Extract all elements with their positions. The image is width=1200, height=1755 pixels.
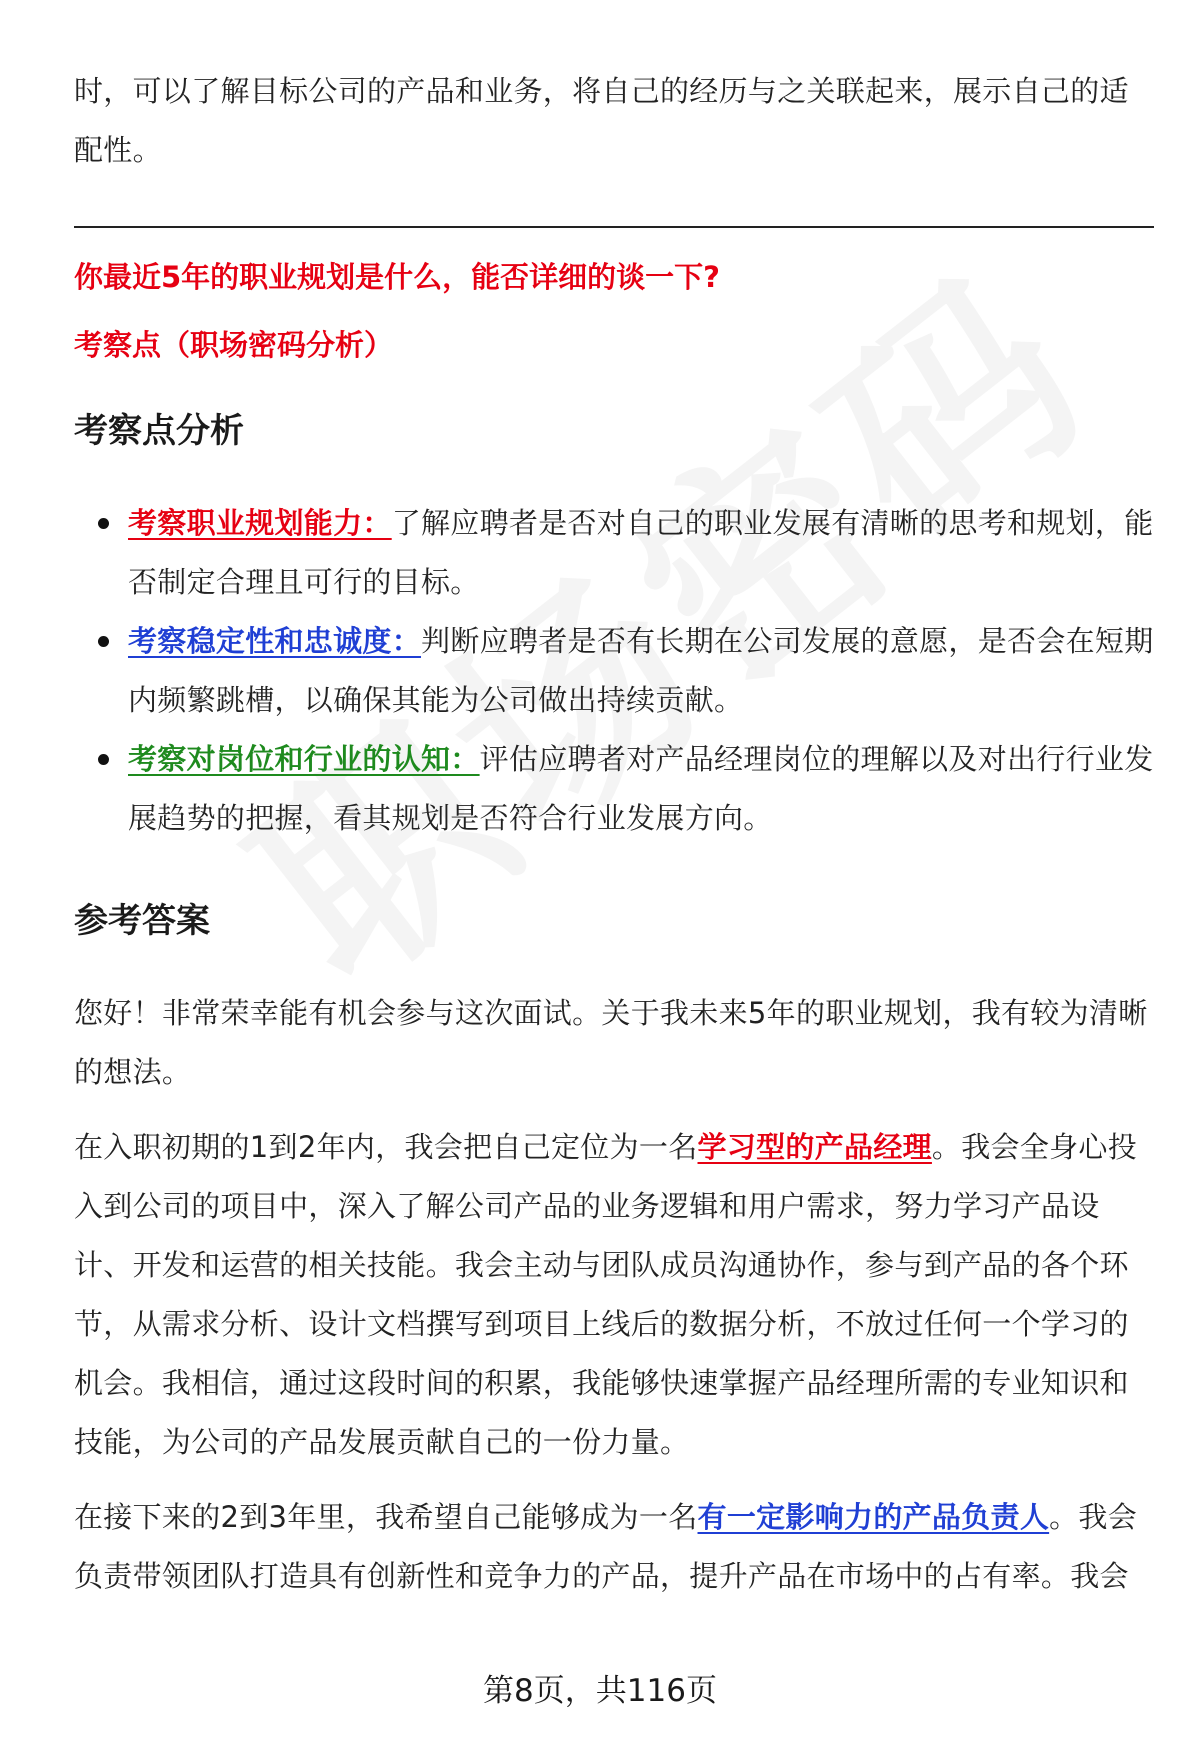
answer-paragraph-1: 您好！非常荣幸能有机会参与这次面试。关于我未来5年的职业规划，我有较为清晰的想法。 — [74, 996, 1148, 1089]
answer-heading: 参考答案 — [74, 901, 210, 941]
analysis-list — [74, 494, 1154, 848]
analysis-heading: 考察点分析 — [74, 411, 244, 451]
paragraph-gap — [74, 1102, 1154, 1118]
answer-p3-after: 。我会负责带领团队打造具有创新性和竞争力的产品，提升产品在市场中的占有率。我会 — [74, 1500, 1138, 1593]
answer-p3-highlight: 有一定影响力的产品负责人 — [697, 1500, 1050, 1534]
analysis-item-text: 判断应聘者是否有长期在公司发展的意愿，是否会在短期内频繁跳槽，以确保其能为公司做出持续贡献。 — [128, 624, 1154, 717]
answer-paragraph-2 — [74, 1118, 1154, 1472]
page-number-footer: 第8页，共116页 — [483, 1673, 717, 1709]
analysis-item-label: 考察稳定性和忠诚度： — [128, 624, 422, 658]
page-content — [74, 62, 1154, 1606]
analysis-item-industry-cognition — [74, 730, 1154, 848]
answer-p2-after: 。我会全身心投入到公司的项目中，深入了解公司产品的业务逻辑和用户需求，努力学习产品设计、开发和运营的相关技能。我会主动与团队成员沟通协作，参与到产品的各个环节，从需求分析、设计文档撰写到项目上线后的数据分析，不放过任何一个学习的机会。我相信，通过这段时间的积累，我能够快速掌握产品经理所需的专业知识和技能，为公司的产品发展贡献自己的一份力量。 — [74, 1130, 1138, 1459]
section-divider — [74, 226, 1154, 228]
analysis-item-career-planning — [74, 494, 1154, 612]
bullet-dot-icon — [98, 518, 109, 529]
analysis-item-stability — [74, 612, 1154, 730]
analysis-item-label: 考察职业规划能力： — [128, 506, 392, 540]
answer-p2-before: 在入职初期的1到2年内，我会把自己定位为一名 — [74, 1130, 698, 1164]
bullet-dot-icon — [98, 636, 109, 647]
answer-p2-highlight: 学习型的产品经理 — [697, 1130, 932, 1164]
answer-paragraph-3 — [74, 1488, 1154, 1606]
bullet-dot-icon — [98, 754, 109, 765]
analysis-item-text: 了解应聘者是否对自己的职业发展有清晰的思考和规划，能否制定合理且可行的目标。 — [128, 506, 1154, 599]
analysis-item-text: 评估应聘者对产品经理岗位的理解以及对出行行业发展趋势的把握，看其规划是否符合行业发展方向。 — [128, 742, 1154, 835]
intro-paragraph: 时，可以了解目标公司的产品和业务，将自己的经历与之关联起来，展示自己的适配性。 — [74, 74, 1129, 167]
answer-p3-before: 在接下来的2到3年里，我希望自己能够成为一名 — [74, 1500, 698, 1534]
paragraph-gap — [74, 1472, 1154, 1488]
question-title: 你最近5年的职业规划是什么，能否详细的谈一下? — [74, 260, 721, 294]
analysis-item-label: 考察对岗位和行业的认知： — [128, 742, 480, 776]
question-subtitle: 考察点（职场密码分析） — [74, 328, 394, 362]
